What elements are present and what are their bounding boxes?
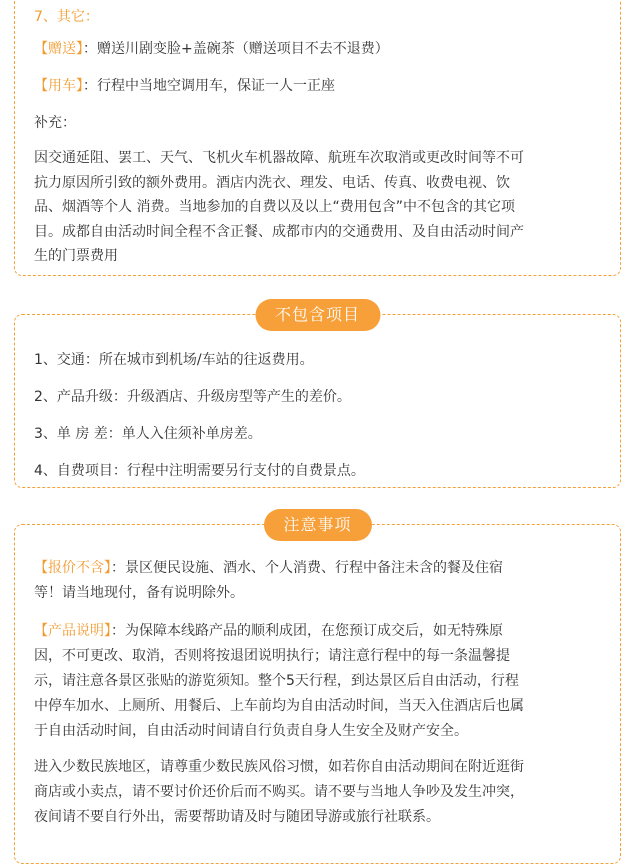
ethnic-line: 夜间请不要自行外出，需要帮助请及时与随团导游或旅行社联系。 bbox=[34, 809, 440, 825]
excluded-title-badge: 不包含项目 bbox=[255, 299, 380, 331]
excluded-item: 1、交通：所在城市到机场/车站的往返费用。 bbox=[34, 352, 314, 368]
excluded-item: 4、自费项目：行程中注明需要另行支付的自费景点。 bbox=[34, 463, 365, 479]
product-line bbox=[34, 619, 524, 644]
supplement-line: 因交通延阻、罢工、天气、飞机火车机器故障、航班车次取消或更改时间等不可 bbox=[34, 150, 524, 166]
price-label: 【报价不含】 bbox=[34, 560, 111, 576]
gift-row bbox=[34, 38, 389, 58]
supplement-line: 抗力原因所引致的额外费用。酒店内洗衣、理发、电话、传真、收费电视、饮 bbox=[34, 174, 510, 191]
product-label: 【产品说明】 bbox=[34, 623, 111, 639]
gift-label: 【赠送】 bbox=[34, 41, 83, 57]
section7-heading: 7、其它： bbox=[34, 9, 99, 25]
product-text: ：为保障本线路产品的顺利成团，在您预订成交后，如无特殊原 bbox=[111, 623, 503, 639]
excluded-item: 2、产品升级：升级酒店、升级房型等产生的差价。 bbox=[34, 389, 351, 405]
supplement-line: 生的门票费用 bbox=[34, 248, 118, 265]
product-line: 中停车加水、上厕所、用餐后、上车前均为自由活动时间，当天入住酒店后也属 bbox=[34, 698, 524, 714]
supplement-line: 品、烟酒等个人 消费。当地参加的自费以及以上“费用包含”中不包含的其它项 bbox=[34, 199, 515, 216]
price-paragraph bbox=[34, 556, 503, 606]
car-text: ：行程中当地空调用车，保证一人一正座 bbox=[83, 78, 335, 94]
excluded-item: 3、单 房 差：单人入住须补单房差。 bbox=[34, 426, 262, 442]
notes-title-badge: 注意事项 bbox=[263, 509, 371, 541]
product-line: 于自由活动时间，自由活动时间请自行负责自身人生安全及财产安全。 bbox=[34, 723, 468, 739]
product-paragraph bbox=[34, 619, 524, 744]
ethnic-line: 商店或小卖点，请不要讨价还价后而不购买。请不要与当地人争吵及发生冲突， bbox=[34, 784, 524, 800]
car-row bbox=[34, 75, 335, 95]
supplement-line: 目。成都自由活动时间全程不含正餐、成都市内的交通费用、及自由活动时间产 bbox=[34, 223, 524, 240]
supplement-label: 补充： bbox=[34, 115, 76, 131]
car-label: 【用车】 bbox=[34, 78, 83, 94]
product-line: 示，请注意各景区张贴的游览须知。整个5天行程，到达景区后自由活动，行程 bbox=[34, 673, 519, 689]
price-line bbox=[34, 556, 503, 581]
ethnic-line: 进入少数民族地区，请尊重少数民族风俗习惯，如若你自由活动期间在附近逛街 bbox=[34, 759, 524, 775]
price-line: 等！请当地现付，备有说明除外。 bbox=[34, 585, 244, 601]
price-text: ：景区便民设施、酒水、个人消费、行程中备注未含的餐及住宿 bbox=[111, 560, 503, 576]
supplement-paragraph bbox=[34, 146, 524, 269]
ethnic-paragraph bbox=[34, 755, 524, 830]
gift-text: ：赠送川剧变脸+盖碗茶（赠送项目不去不退费） bbox=[83, 41, 389, 57]
product-line: 因，不可更改、取消，否则将按退团说明执行；请注意行程中的每一条温馨提 bbox=[34, 648, 510, 664]
